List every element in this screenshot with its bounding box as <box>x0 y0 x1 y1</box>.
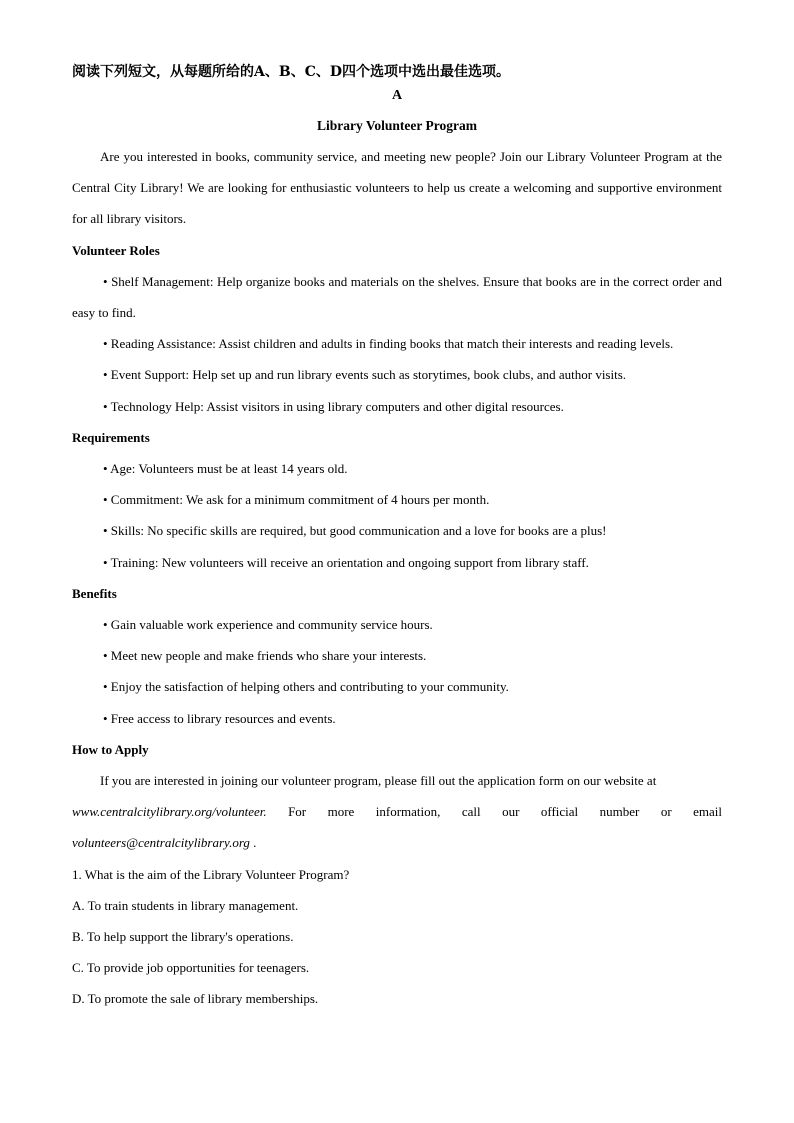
email-link[interactable]: volunteers@centralcitylibrary.org <box>72 835 250 851</box>
list-item: • Event Support: Help set up and run library events such as storytimes, book clubs, and author visits. <box>103 367 627 383</box>
reading-instruction: 阅读下列短文，从每题所给的A、B、C、D四个选项中选出最佳选项。 <box>72 64 510 80</box>
question-option-c: C. To provide job opportunities for teenagers. <box>72 960 310 976</box>
how-to-apply-heading: How to Apply <box>72 741 149 757</box>
apply-paragraph-line3 <box>72 827 722 858</box>
apply-paragraph-line1 <box>72 765 722 796</box>
apply-word: official <box>540 804 579 820</box>
apply-word: more <box>327 804 355 820</box>
apply-word: number <box>599 804 640 820</box>
benefits-heading: Benefits <box>72 585 117 601</box>
apply-word: our <box>502 804 520 820</box>
list-item: • Age: Volunteers must be at least 14 years old. <box>103 461 348 477</box>
apply-word: information, <box>375 804 441 820</box>
apply-word: call <box>461 804 481 820</box>
list-item: • Free access to library resources and events. <box>103 710 336 726</box>
list-item: • Enjoy the satisfaction of helping others and contributing to your community. <box>103 679 509 695</box>
list-item: • Gain valuable work experience and community service hours. <box>103 617 433 633</box>
question-stem: 1. What is the aim of the Library Volunteer Program? <box>72 866 350 882</box>
question-option-b: B. To help support the library's operations. <box>72 929 294 945</box>
question-option-a: A. To train students in library management. <box>72 897 299 913</box>
passage-title: Library Volunteer Program <box>317 118 477 133</box>
section-letter: A <box>391 88 403 103</box>
list-item: • Meet new people and make friends who share your interests. <box>103 648 427 664</box>
apply-paragraph-line2 <box>72 796 722 827</box>
list-item: • Commitment: We ask for a minimum commitment of 4 hours per month. <box>103 492 490 508</box>
document-page <box>72 60 722 1015</box>
apply-word: email <box>693 804 722 820</box>
website-link[interactable]: www.centralcitylibrary.org/volunteer. <box>72 804 267 820</box>
apply-text: If you are interested in joining our volunteer program, please fill out the application form on our website at <box>100 773 657 789</box>
email-suffix: . <box>249 835 257 851</box>
list-item: • Shelf Management: Help organize books and materials on the shelves. Ensure that books are in the correct order and easy to find. <box>72 273 722 321</box>
apply-word: or <box>660 804 672 820</box>
requirements-heading: Requirements <box>72 429 150 445</box>
apply-word: For <box>288 804 307 820</box>
list-item: • Skills: No specific skills are required, but good communication and a love for books are a plus! <box>103 523 607 539</box>
list-item: • Reading Assistance: Assist children and adults in finding books that match their interests and reading levels. <box>103 336 674 352</box>
question-option-d: D. To promote the sale of library memberships. <box>72 991 319 1007</box>
list-item: • Technology Help: Assist visitors in using library computers and other digital resources. <box>103 398 564 414</box>
intro-paragraph: Are you interested in books, community service, and meeting new people? Join our Library Volunteer Program at the Central City Library! We are looking for enthusiastic volunteers to help us create a welcoming and supportive environment for all library visitors. <box>72 149 722 227</box>
volunteer-roles-heading: Volunteer Roles <box>72 242 160 258</box>
list-item: • Training: New volunteers will receive an orientation and ongoing support from library staff. <box>103 554 589 570</box>
